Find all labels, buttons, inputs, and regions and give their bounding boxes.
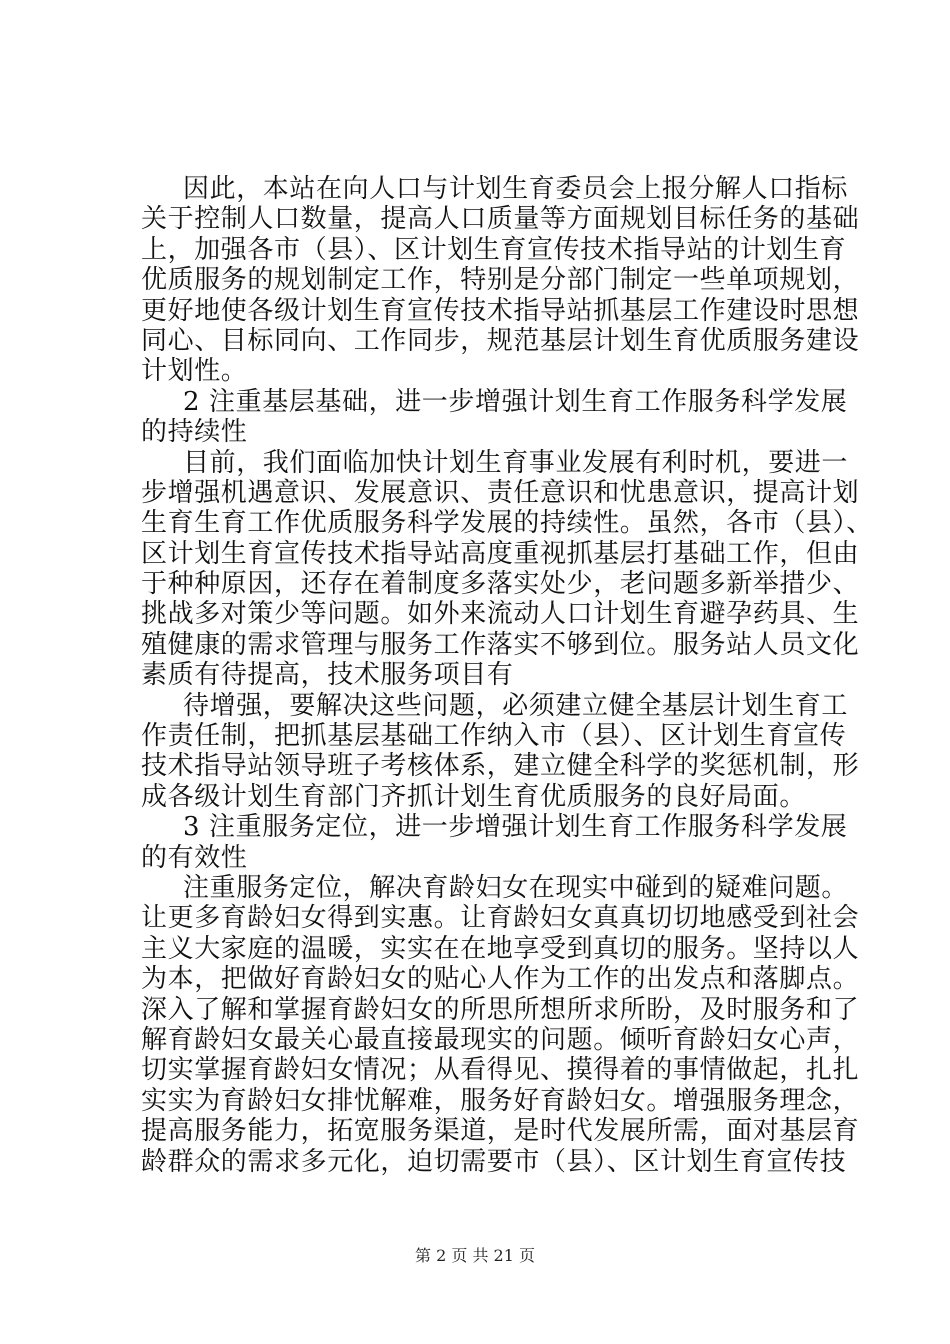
text-line: 上，加强各市（县）、区计划生育宣传技术指导站的计划生育 [141,234,847,265]
text-line: 龄群众的需求多元化，迫切需要市（县）、区计划生育宣传技 [141,1146,847,1177]
text-line: 技术指导站领导班子考核体系，建立健全科学的奖惩机制，形 [141,751,860,782]
text-line: 挑战多对策少等问题。如外来流动人口计划生育避孕药具、生 [141,599,860,630]
text-line: 2 注重基层基础，进一步增强计划生育工作服务科学发展 [183,386,848,417]
text-line: 切实掌握育龄妇女情况；从看得见、摸得着的事情做起，扎扎 [141,1055,860,1086]
text-line: 让更多育龄妇女得到实惠。让育龄妇女真真切切地感受到社会 [141,903,860,934]
text-line: 的有效性 [141,842,248,873]
text-line: 区计划生育宣传技术指导站高度重视抓基层打基础工作，但由 [141,538,860,569]
text-line: 深入了解和掌握育龄妇女的所思所想所求所盼，及时服务和了 [141,994,860,1025]
text-line: 计划性。 [141,356,248,387]
text-line: 优质服务的规划制定工作，特别是分部门制定一些单项规划， [141,265,860,296]
text-line: 同心、目标同向、工作同步，规范基层计划生育优质服务建设 [141,325,860,356]
text-line: 实实为育龄妇女排忧解难，服务好育龄妇女。增强服务理念， [141,1085,860,1116]
text-line: 的持续性 [141,417,248,448]
text-line: 目前，我们面临加快计划生育事业发展有利时机，要进一 [183,447,849,478]
text-line: 生育生育工作优质服务科学发展的持续性。虽然，各市（县）、 [141,508,873,539]
text-line: 更好地使各级计划生育宣传技术指导站抓基层工作建设时思想 [141,295,860,326]
text-line: 步增强机遇意识、发展意识、责任意识和忧患意识，提高计划 [141,477,860,508]
text-line: 提高服务能力，拓宽服务渠道，是时代发展所需，面对基层育 [141,1116,860,1147]
text-line: 因此，本站在向人口与计划生育委员会上报分解人口指标 [183,174,849,204]
text-line: 于种种原因，还存在着制度多落实处少，老问题多新举措少、 [141,569,860,600]
page-footer: 第 2 页 共 21 页 [415,1246,535,1265]
text-line: 解育龄妇女最关心最直接最现实的问题。倾听育龄妇女心声， [141,1024,860,1055]
text-line: 关于控制人口数量，提高人口质量等方面规划目标任务的基础 [141,204,860,235]
document-body [141,174,873,1177]
text-line: 注重服务定位，解决育龄妇女在现实中碰到的疑难问题。 [183,872,849,903]
text-line: 为本，把做好育龄妇女的贴心人作为工作的出发点和落脚点。 [141,964,860,995]
text-line: 3 注重服务定位，进一步增强计划生育工作服务科学发展 [183,812,848,843]
text-line: 殖健康的需求管理与服务工作落实不够到位。服务站人员文化 [141,629,860,660]
text-line: 素质有待提高，技术服务项目有 [141,660,514,691]
text-line: 成各级计划生育部门齐抓计划生育优质服务的良好局面。 [141,781,807,812]
text-line: 作责任制，把抓基层基础工作纳入市（县）、区计划生育宣传 [141,721,847,752]
text-line: 待增强，要解决这些问题，必须建立健全基层计划生育工 [183,690,849,721]
text-line: 主义大家庭的温暖，实实在在地享受到真切的服务。坚持以人 [141,933,860,964]
